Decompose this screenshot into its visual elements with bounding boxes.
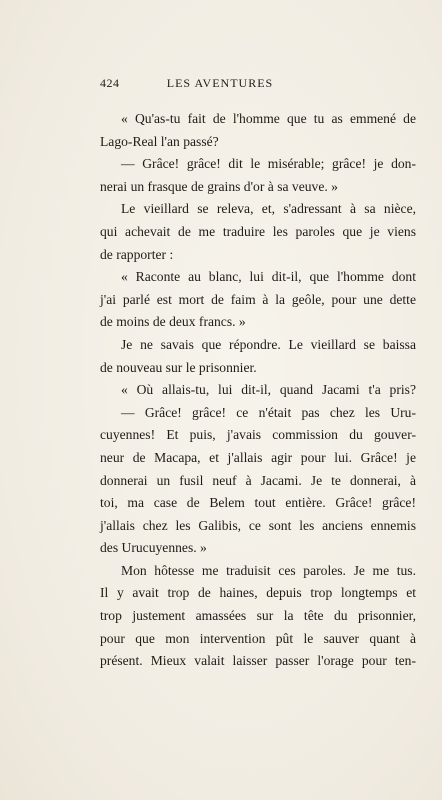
text-line: nerai un frasque de grains d'or à sa veuve. » bbox=[100, 178, 338, 194]
text-line: toi, ma case de Belem tout entière. Grâce! grâce! bbox=[100, 495, 416, 511]
text-line: j'ai parlé est mort de faim à la geôle, pour une dette bbox=[100, 291, 416, 307]
text-line: — Grâce! grâce! dit le misérable; grâce! je don- bbox=[121, 156, 416, 172]
text-line: Je ne savais que répondre. Le vieillard se baissa bbox=[121, 336, 416, 352]
text-line: des Urucuyennes. » bbox=[100, 540, 207, 556]
text-line: Le vieillard se releva, et, s'adressant à sa nièce, bbox=[121, 201, 416, 217]
text-line: qui achevait de me traduire les paroles que je viens bbox=[100, 223, 416, 239]
text-line: trop justement amassées sur la tête du prisonnier, bbox=[100, 608, 416, 624]
text-line: cuyennes! Et puis, j'avais commission du gouver- bbox=[100, 427, 416, 443]
text-line: de rapporter : bbox=[100, 246, 174, 262]
text-line: Il y avait trop de haines, depuis trop longtemps et bbox=[100, 585, 416, 601]
text-line: « Qu'as-tu fait de l'homme que tu as emmené de bbox=[121, 111, 416, 126]
text-line: de nouveau sur le prisonnier. bbox=[100, 359, 257, 375]
text-line: Lago-Real l'an passé? bbox=[100, 133, 219, 149]
text-line: de moins de deux francs. » bbox=[100, 314, 246, 330]
page-header bbox=[100, 76, 340, 92]
text-line: « Où allais-tu, lui dit-il, quand Jacami t'a pris? bbox=[121, 382, 416, 398]
text-line: j'allais chez les Galibis, ce sont les anciens ennemis bbox=[100, 517, 416, 533]
text-line: Mon hôtesse me traduisit ces paroles. Je me tus. bbox=[121, 562, 416, 578]
text-line: neur de Macapa, et j'allais agir pour lui. Grâce! je bbox=[100, 449, 416, 465]
running-title: LES AVENTURES bbox=[166, 76, 274, 90]
text-line: présent. Mieux valait laisser passer l'orage pour ten- bbox=[100, 653, 416, 669]
page-number: 424 bbox=[100, 76, 120, 90]
text-line: donnerai un fusil neuf à Jacami. Je te donnerai, à bbox=[100, 472, 416, 488]
body-text bbox=[100, 108, 416, 673]
text-line: « Raconte au blanc, lui dit-il, que l'homme dont bbox=[121, 269, 416, 285]
text-line: — Grâce! grâce! ce n'était pas chez les Uru- bbox=[121, 404, 416, 420]
text-line: pour que mon intervention pût le sauver quant à bbox=[100, 630, 416, 646]
